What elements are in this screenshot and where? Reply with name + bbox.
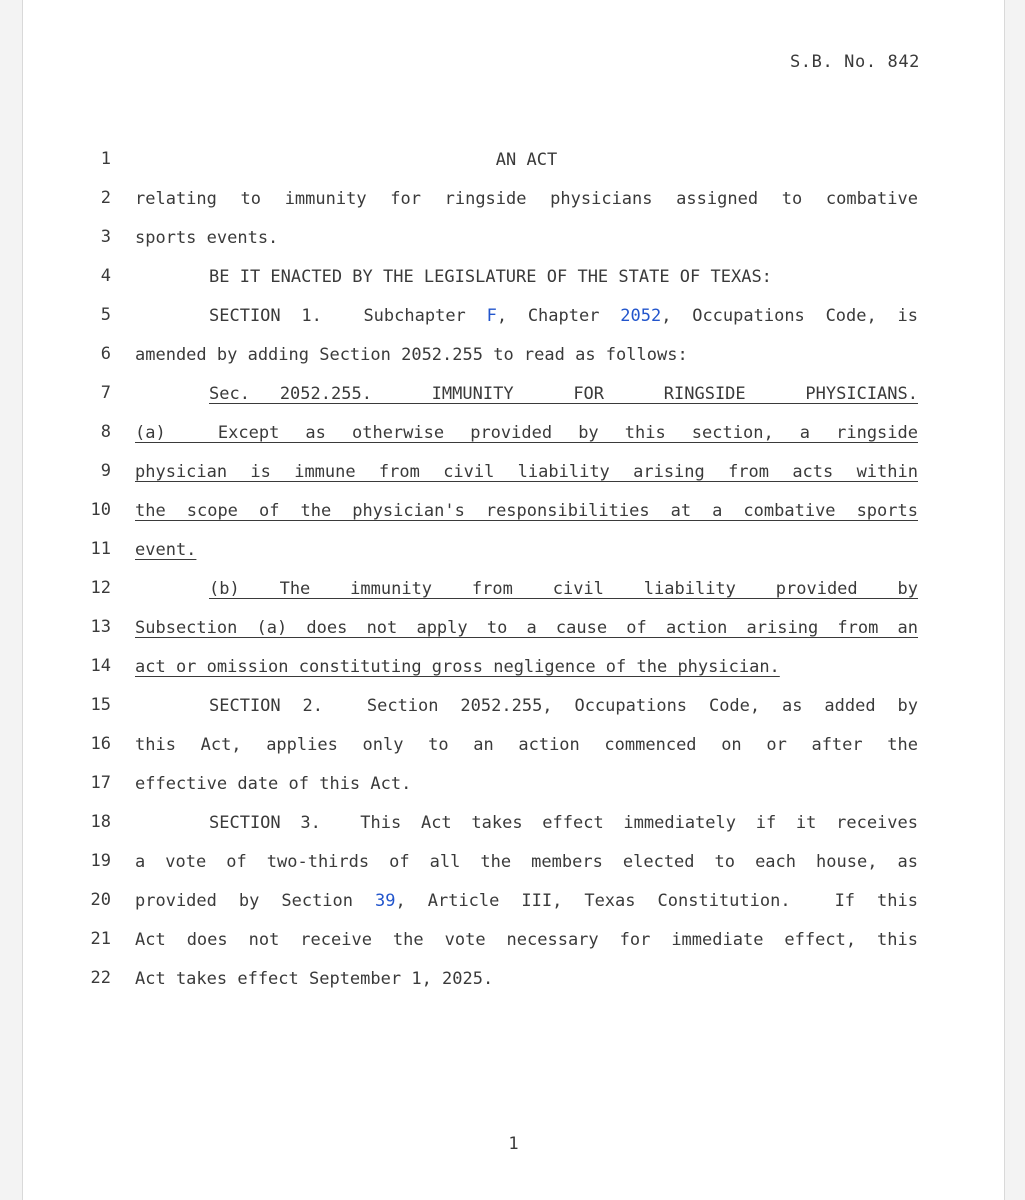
text-line — [23, 417, 1004, 456]
line-number: 14 — [90, 656, 111, 676]
text-line — [23, 651, 1004, 690]
left-margin-panel — [0, 0, 23, 1200]
section-2-text: SECTION 2. Section 2052.255, Occupations Code, as added by — [209, 696, 918, 716]
section-heading: Sec. 2052.255. IMMUNITY FOR RINGSIDE PHYSICIANS. — [209, 384, 918, 404]
line-number: 16 — [90, 734, 111, 754]
document-page — [23, 0, 1004, 1200]
line-number: 12 — [90, 578, 111, 598]
line-number: 3 — [100, 227, 111, 247]
section-2-text: effective date of this Act. — [135, 774, 412, 794]
text-line — [23, 612, 1004, 651]
section-3-lead: provided by Section — [135, 891, 376, 911]
bill-number: S.B. No. 842 — [789, 52, 920, 72]
line-number: 10 — [90, 500, 111, 520]
line-number: 19 — [90, 851, 111, 871]
line-number: 8 — [100, 422, 111, 442]
subchapter-link[interactable]: F — [486, 306, 497, 326]
caption-text: relating to immunity for ringside physicians assigned to combative — [135, 189, 918, 209]
bill-text — [23, 144, 1004, 1002]
text-line — [23, 144, 1004, 183]
text-line — [23, 339, 1004, 378]
line-number: 4 — [100, 266, 111, 286]
section-3-text: a vote of two-thirds of all the members elected to each house, as — [135, 852, 918, 872]
section-1-mid: , Chapter — [496, 306, 621, 326]
added-text — [135, 578, 918, 600]
act-heading: AN ACT — [495, 150, 558, 170]
line-number: 11 — [90, 539, 111, 559]
caption-text: sports events. — [135, 228, 279, 248]
line-number: 21 — [90, 929, 111, 949]
added-text-end: act or omission constituting gross negligence of the physician. — [135, 657, 780, 677]
section-3-text — [135, 890, 918, 912]
section-1-tail: , Occupations Code, is — [661, 306, 918, 326]
line-number: 2 — [100, 188, 111, 208]
section-3-text: Act takes effect September 1, 2025. — [135, 969, 494, 989]
page-number: 1 — [508, 1134, 519, 1154]
text-line — [23, 456, 1004, 495]
right-margin-panel — [1004, 0, 1025, 1200]
line-number: 6 — [100, 344, 111, 364]
text-line — [23, 807, 1004, 846]
text-line — [23, 768, 1004, 807]
text-line — [23, 885, 1004, 924]
line-number: 7 — [100, 383, 111, 403]
text-line — [23, 690, 1004, 729]
section-3-text: SECTION 3. This Act takes effect immediately if it receives — [209, 813, 918, 833]
line-number: 18 — [90, 812, 111, 832]
enacting-clause: BE IT ENACTED BY THE LEGISLATURE OF THE STATE OF TEXAS: — [209, 267, 772, 287]
line-number: 20 — [90, 890, 111, 910]
line-number: 22 — [90, 968, 111, 988]
text-line — [23, 183, 1004, 222]
chapter-link[interactable]: 2052 — [620, 306, 662, 326]
added-text-end: event. — [135, 540, 197, 560]
text-line — [23, 846, 1004, 885]
line-number: 9 — [100, 461, 111, 481]
text-line — [23, 963, 1004, 1002]
section-1-lead: SECTION 1. Subchapter — [209, 306, 487, 326]
text-line — [23, 924, 1004, 963]
added-text: the scope of the physician's responsibilities at a combative sports — [135, 501, 918, 521]
section-1-text: amended by adding Section 2052.255 to read as follows: — [135, 345, 688, 365]
text-line — [23, 261, 1004, 300]
line-number: 1 — [100, 149, 111, 169]
added-text: Subsection (a) does not apply to a cause of action arising from an — [135, 618, 918, 638]
subsection-b: (b) The immunity from civil liability provided by — [209, 579, 918, 599]
section-2-text: this Act, applies only to an action commenced on or after the — [135, 735, 918, 755]
text-line — [23, 300, 1004, 339]
added-text — [135, 656, 918, 678]
text-line — [23, 573, 1004, 612]
section-1-text — [135, 305, 918, 327]
section-3-text: Act does not receive the vote necessary for immediate effect, this — [135, 930, 918, 950]
line-number: 5 — [100, 305, 111, 325]
added-text — [135, 539, 918, 561]
section-3-tail: , Article III, Texas Constitution. If this — [395, 891, 918, 911]
line-number: 13 — [90, 617, 111, 637]
text-line — [23, 378, 1004, 417]
added-text: (a) Except as otherwise provided by this section, a ringside — [135, 423, 918, 443]
text-line — [23, 495, 1004, 534]
text-line — [23, 729, 1004, 768]
constitution-section-link[interactable]: 39 — [375, 891, 396, 911]
added-text — [135, 383, 918, 405]
text-line — [23, 534, 1004, 573]
added-text: physician is immune from civil liability arising from acts within — [135, 462, 918, 482]
line-number: 15 — [90, 695, 111, 715]
text-line — [23, 222, 1004, 261]
line-number: 17 — [90, 773, 111, 793]
